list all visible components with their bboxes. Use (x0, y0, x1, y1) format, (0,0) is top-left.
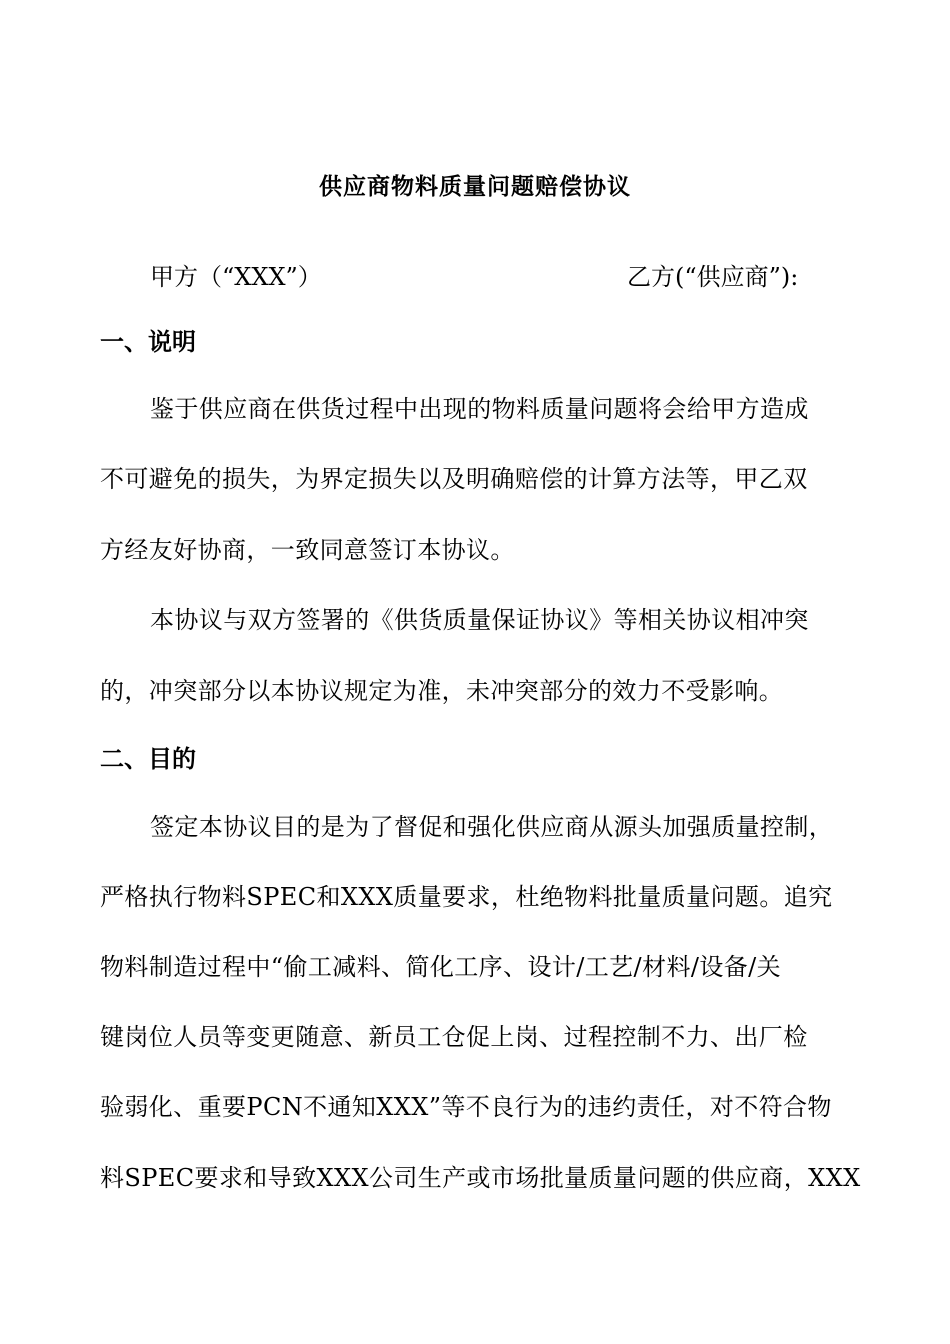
paragraph-line: 严格执行物料SPEC和XXX质量要求，杜绝物料批量质量问题。追究 (100, 883, 833, 911)
party-b-label: 乙方(“供应商”): (627, 263, 799, 291)
document-title: 供应商物料质量问题赔偿协议 (319, 174, 631, 200)
paragraph-line: 键岗位人员等变更随意、新员工仓促上岗、过程控制不力、出厂检 (100, 1023, 808, 1051)
paragraph-line: 不可避免的损失，为界定损失以及明确赔偿的计算方法等，甲乙双 (100, 465, 808, 493)
paragraph-line: 方经友好协商，一致同意签订本协议。 (100, 536, 515, 564)
paragraph-line: 本协议与双方签署的《供货质量保证协议》等相关协议相冲突 (150, 606, 809, 634)
paragraph-line: 签定本协议目的是为了督促和强化供应商从源头加强质量控制， (150, 813, 834, 841)
paragraph-line: 的，冲突部分以本协议规定为准，未冲突部分的效力不受影响。 (100, 677, 784, 705)
paragraph-line: 物料制造过程中“偷工减料、简化工序、设计/工艺/材料/设备/关 (100, 953, 782, 981)
paragraph-line: 验弱化、重要PCN不通知XXX”等不良行为的违约责任，对不符合物 (100, 1093, 832, 1121)
paragraph-line: 鉴于供应商在供货过程中出现的物料质量问题将会给甲方造成 (150, 395, 809, 423)
section-heading-purpose: 二、目的 (100, 745, 196, 773)
paragraph-line: 料SPEC要求和导致XXX公司生产或市场批量质量问题的供应商，XXX (100, 1164, 861, 1192)
party-a-label: 甲方（“XXX”） (150, 263, 322, 291)
section-heading-description: 一、说明 (100, 328, 196, 356)
